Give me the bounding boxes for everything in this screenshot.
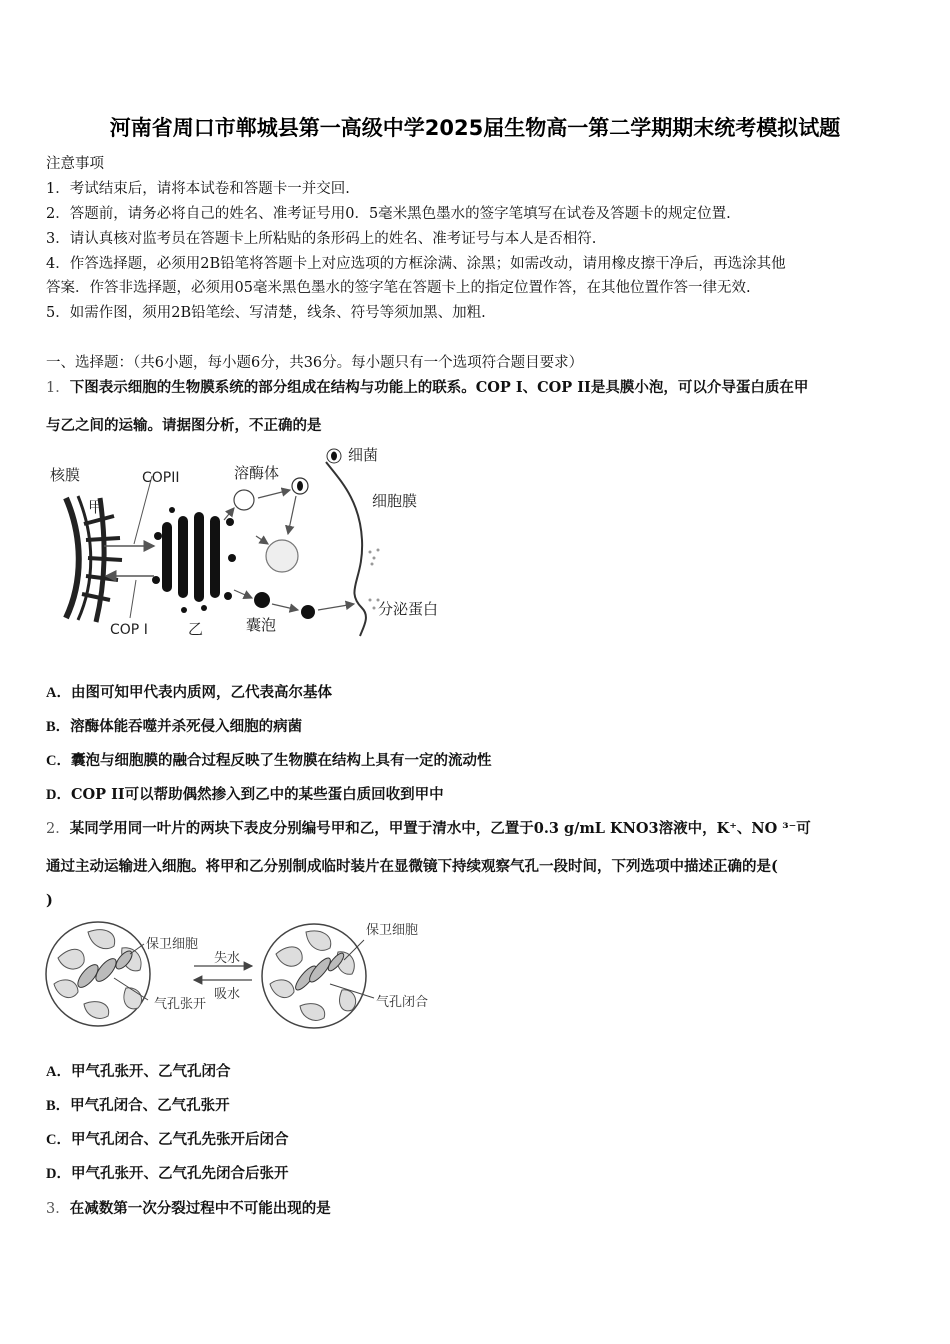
question-1-option-a[interactable]: A．由图可知甲代表内质网，乙代表高尔基体 bbox=[46, 684, 332, 701]
question-2-line-1 bbox=[46, 817, 811, 838]
label-guard-cell-right: 保卫细胞 bbox=[366, 923, 419, 938]
label-copi: COP I bbox=[110, 622, 148, 638]
label-stomata-open: 气孔张开 bbox=[154, 997, 207, 1012]
question-1-line-1 bbox=[46, 376, 808, 397]
figure-stomata bbox=[44, 918, 444, 1036]
label-vesicle: 囊泡 bbox=[246, 616, 277, 634]
vesicle-shape bbox=[254, 592, 270, 608]
question-2-option-b[interactable]: B．甲气孔闭合、乙气孔张开 bbox=[46, 1097, 230, 1114]
question-2-line-2: 通过主动运输进入细胞。将甲和乙分别制成临时装片在显微镜下持续观察气孔一段时间，下列选项中描述正确的是( bbox=[46, 858, 778, 875]
label-guard-cell-left: 保卫细胞 bbox=[146, 937, 199, 952]
label-jia: 甲 bbox=[88, 498, 104, 516]
label-cell-membrane: 细胞膜 bbox=[372, 492, 418, 510]
notice-item-3: 3．请认真核对监考员在答题卡上所粘贴的条形码上的姓名、准考证号与本人是否相符. bbox=[46, 231, 597, 247]
cell-membrane-shape bbox=[326, 462, 366, 636]
question-1-option-d[interactable]: D．COP II可以帮助偶然掺入到乙中的某些蛋白质回收到甲中 bbox=[46, 786, 444, 803]
lysosome-shape bbox=[234, 490, 254, 510]
question-1-option-b[interactable]: B．溶酶体能吞噬并杀死侵入细胞的病菌 bbox=[46, 718, 303, 735]
exam-title: 河南省周口市郸城县第一高级中学2025届生物高一第二学期期末统考模拟试题 bbox=[109, 116, 841, 140]
question-3-line bbox=[46, 1197, 331, 1218]
label-bacteria: 细菌 bbox=[348, 446, 379, 464]
label-yi: 乙 bbox=[188, 620, 204, 638]
section-heading: 一、选择题：（共6小题，每小题6分，共36分。每小题只有一个选项符合题目要求） bbox=[46, 355, 584, 371]
stomata-open-shape bbox=[46, 922, 150, 1026]
question-2-option-a[interactable]: A．甲气孔张开、乙气孔闭合 bbox=[46, 1063, 231, 1080]
notice-item-4: 4．作答选择题，必须用2B铅笔将答题卡上对应选项的方框涂满、涂黑；如需改动，请用橡皮擦干净后，再选涂其他 bbox=[46, 256, 786, 272]
label-stomata-closed: 气孔闭合 bbox=[376, 995, 429, 1010]
label-lose-water: 失水 bbox=[214, 951, 241, 966]
notice-item-1: 1．考试结束后，请将本试卷和答题卡一并交回. bbox=[46, 181, 350, 197]
notice-item-2: 2．答题前，请务必将自己的姓名、准考证号用0．5毫米黑色墨水的签字笔填写在试卷及答题卡的规定位置. bbox=[46, 206, 731, 222]
nuclear-membrane-shape bbox=[66, 498, 79, 618]
question-3-text: 在减数第一次分裂过程中不可能出现的是 bbox=[69, 1200, 331, 1217]
question-1-number: 1． bbox=[46, 380, 70, 396]
figure-biomembrane-system bbox=[44, 440, 464, 650]
question-2-text-1: 某同学用同一叶片的两块下表皮分别编号甲和乙，甲置于清水中，乙置于0.3 g/mL KNO3溶液中，K⁺、NO ³⁻可 bbox=[69, 820, 811, 837]
question-2-option-c[interactable]: C．甲气孔闭合、乙气孔先张开后闭合 bbox=[46, 1131, 289, 1148]
question-1-option-c[interactable]: C．囊泡与细胞膜的融合过程反映了生物膜在结构上具有一定的流动性 bbox=[46, 752, 492, 769]
notice-item-5: 5．如需作图，须用2B铅笔绘、写清楚，线条、符号等须加黑、加粗. bbox=[46, 305, 486, 321]
notice-item-4-cont: 答案．作答非选择题，必须用05毫米黑色墨水的签字笔在答题卡上的指定位置作答，在其他位置作答一律无效. bbox=[46, 280, 751, 296]
notice-heading: 注意事项 bbox=[46, 156, 104, 172]
label-secreted-protein: 分泌蛋白 bbox=[378, 600, 439, 618]
question-1-text-1: 下图表示细胞的生物膜系统的部分组成在结构与功能上的联系。COP I、COP II是具膜小泡，可以介导蛋白质在甲 bbox=[69, 379, 809, 396]
question-1-line-2: 与乙之间的运输。请据图分析，不正确的是 bbox=[46, 417, 322, 434]
question-2-number: 2． bbox=[46, 821, 70, 837]
label-nuclear-membrane: 核膜 bbox=[50, 466, 81, 484]
stomata-closed-shape bbox=[262, 924, 374, 1028]
label-absorb-water: 吸水 bbox=[214, 987, 241, 1002]
question-2-option-d[interactable]: D．甲气孔张开、乙气孔先闭合后张开 bbox=[46, 1165, 289, 1182]
question-3-number: 3． bbox=[46, 1201, 70, 1217]
label-lysosome: 溶酶体 bbox=[234, 464, 280, 482]
label-copii: COPII bbox=[142, 470, 180, 486]
golgi-shape bbox=[152, 507, 236, 613]
question-2-line-3: ) bbox=[46, 892, 53, 909]
